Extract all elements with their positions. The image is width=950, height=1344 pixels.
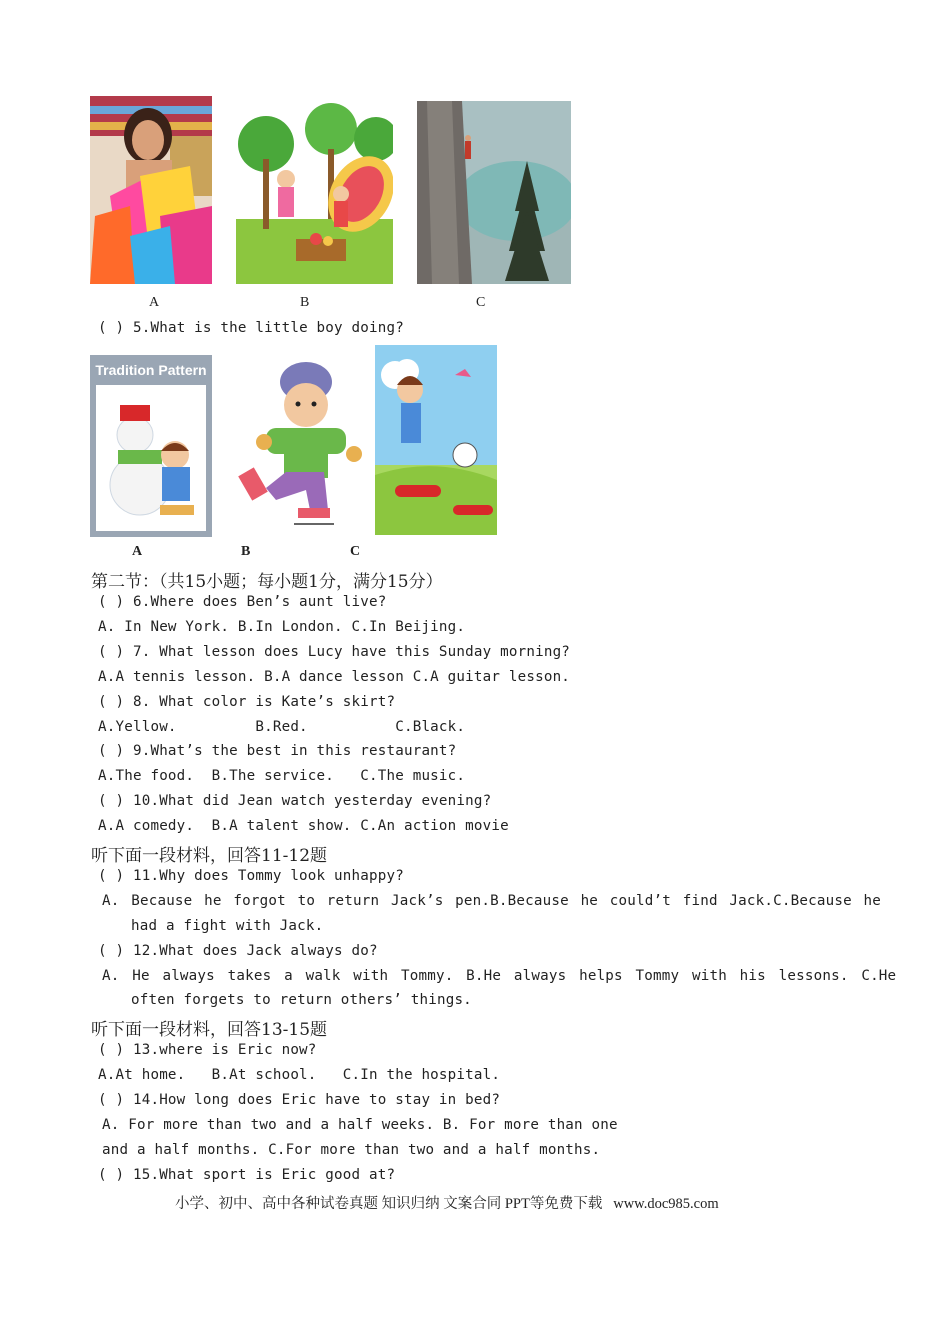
q7-options: A.A tennis lesson. B.A dance lesson C.A guitar lesson. [98,669,571,685]
q11-options-line1: A. Because he forgot to return Jack’s pen.B.Because he could’t find Jack.C.Because he [102,893,882,909]
q15-question: ( ) 15.What sport is Eric good at? [98,1167,396,1183]
picnic-image [236,99,393,284]
q9-options: A.The food. B.The service. C.The music. [98,768,466,784]
q8-options: A.Yellow. B.Red. C.Black. [98,719,466,735]
q14-options-line2: and a half months. C.For more than two and a half months. [102,1142,601,1158]
q5-label-b: B [241,544,251,559]
q4-label-b: B [300,295,310,310]
q5-label-a: A [132,544,143,559]
q4-label-a: A [149,295,160,310]
q5-question [98,320,404,336]
q5-label-c: C [350,544,361,559]
tradition-pattern-title: Tradition Pattern [95,362,207,378]
group1-title: 听下面一段材料，回答11-12题 [91,846,328,866]
q4-label-c: C [476,295,486,310]
q8-question: ( ) 8. What color is Kate’s skirt? [98,694,396,710]
q11-options-line2: had a fight with Jack. [131,918,324,934]
page-footer: 小学、初中、高中各种试卷真题 知识归纳 文案合同 PPT等免费下载 www.doc985.com [175,1196,719,1212]
q13-question: ( ) 13.where is Eric now? [98,1042,317,1058]
q5-number: 5. [132,320,151,336]
q10-options: A.A comedy. B.A talent show. C.An action movie [98,818,509,834]
group2-title: 听下面一段材料，回答13-15题 [91,1020,328,1040]
q6-options: A. In New York. B.In London. C.In Beijing. [98,619,466,635]
q13-options: A.At home. B.At school. C.In the hospital. [98,1067,501,1083]
q9-question: ( ) 9.What’s the best in this restaurant? [98,743,457,759]
q10-question: ( ) 10.What did Jean watch yesterday evening? [98,793,492,809]
q11-question: ( ) 11.Why does Tommy look unhappy? [98,868,404,884]
q7-question: ( ) 7. What lesson does Lucy have this Sunday morning? [98,644,571,660]
q14-question: ( ) 14.How long does Eric have to stay in bed? [98,1092,501,1108]
answer-bracket[interactable]: ( ) [98,320,125,336]
q6-question: ( ) 6.Where does Ben’s aunt live? [98,594,387,610]
snowman-boy-image [90,355,212,537]
q12-question: ( ) 12.What does Jack always do? [98,943,378,959]
q5-text: What is the little boy doing? [150,320,404,336]
section-title: 第二节：（共15小题；每小题1分，满分15分） [91,572,443,592]
q12-options-line2: often forgets to return others’ things. [131,992,472,1008]
skateboarding-kids-image [375,345,497,535]
shopping-woman-image [90,96,212,284]
q14-options-line1: A. For more than two and a half weeks. B. For more than one [102,1117,618,1133]
q12-options-line1: A. He always takes a walk with Tommy. B.He always helps Tommy with his lessons. C.He [102,968,897,984]
ice-skating-boy-image [236,360,366,532]
rock-climbing-image [417,101,571,284]
